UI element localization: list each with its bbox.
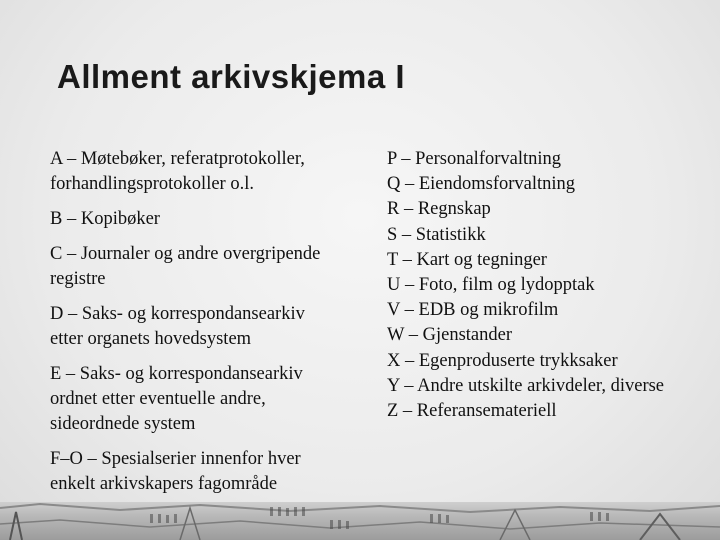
decorative-archive-photo-strip [0, 502, 720, 540]
archive-texture-image [0, 502, 720, 540]
list-item [50, 242, 370, 292]
list-item: U – Foto, film og lydopptak [387, 274, 595, 295]
list-item: T – Kart og tegninger [387, 249, 547, 270]
list-item [50, 207, 370, 232]
list-item: Z – Referansemateriell [387, 400, 557, 421]
list-item: R – Regnskap [387, 199, 491, 220]
right-column [387, 147, 717, 424]
list-item: V – EDB og mikrofilm [387, 300, 559, 321]
list-item-line: registre [50, 269, 106, 289]
list-item: S – Statistikk [387, 224, 486, 245]
list-item: Y – Andre utskilte arkivdeler, diverse [387, 375, 665, 396]
list-item: P – Personalforvaltning [387, 149, 562, 169]
list-item [50, 302, 370, 352]
list-item-line: D – Saks- og korrespondansearkiv [50, 304, 305, 324]
list-item-line: forhandlingsprotokoller o.l. [50, 174, 254, 194]
list-item [50, 362, 370, 437]
list-item-line: A – Møtebøker, referatprotokoller, [50, 149, 305, 169]
list-item [50, 147, 370, 197]
list-item: X – Egenproduserte trykksaker [387, 350, 618, 371]
slide-title: Allment arkivskjema I [57, 58, 406, 95]
list-item: Q – Eiendomsforvaltning [387, 174, 576, 195]
list-item: W – Gjenstander [387, 325, 513, 346]
left-column [50, 147, 370, 507]
list-item-line: C – Journaler og andre overgripende [50, 244, 321, 264]
list-item-line: F–O – Spesialserier innenfor hver [50, 449, 301, 469]
list-item-line: etter organets hovedsystem [50, 329, 252, 349]
list-item-line: E – Saks- og korrespondansearkiv [50, 364, 303, 384]
list-item-line: enkelt arkivskapers fagområde [50, 474, 278, 494]
list-item-line: sideordnede system [50, 414, 196, 434]
list-item-line: ordnet etter eventuelle andre, [50, 389, 266, 409]
list-item [50, 447, 370, 497]
list-item-line: B – Kopibøker [50, 209, 160, 229]
